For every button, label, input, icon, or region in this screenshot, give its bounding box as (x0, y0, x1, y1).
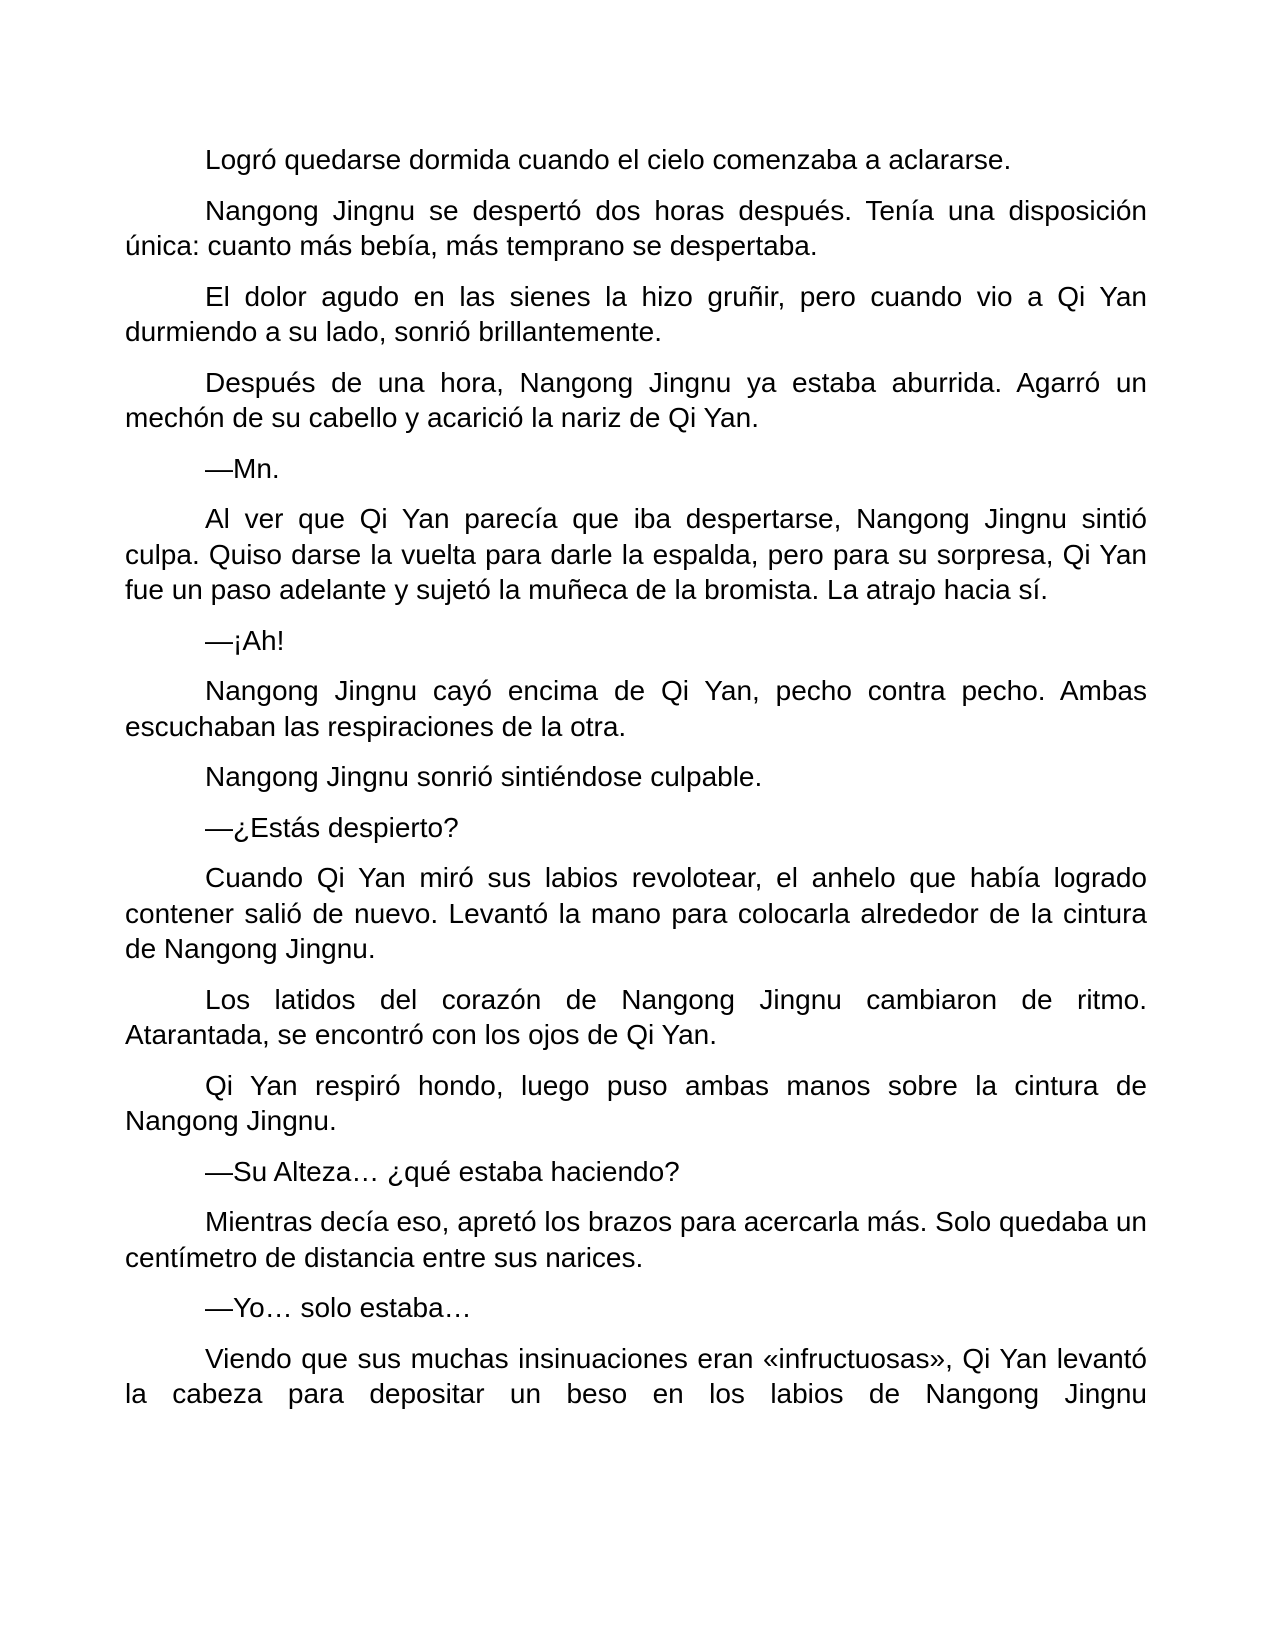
paragraph-16: —Yo… solo estaba… (205, 1292, 472, 1323)
paragraph-2: Nangong Jingnu se despertó dos horas después. Tenía una disposición única: cuanto más bebía, más temprano se despertaba. (125, 194, 1147, 261)
paragraph-17: Viendo que sus muchas insinuaciones eran «infructuosas», Qi Yan levantó la cabeza para depositar un beso en los labios de Nangong Jingnu (125, 1342, 1147, 1409)
paragraph-9: Nangong Jingnu sonrió sintiéndose culpable. (205, 761, 763, 792)
paragraph-1: Logró quedarse dormida cuando el cielo comenzaba a aclararse. (205, 144, 1012, 175)
paragraph-14: —Su Alteza… ¿qué estaba haciendo? (205, 1155, 680, 1187)
paragraph-15: Mientras decía eso, apretó los brazos para acercarla más. Solo quedaba un centímetro de distancia entre sus narices. (125, 1206, 1147, 1273)
paragraph-8: Nangong Jingnu cayó encima de Qi Yan, pecho contra pecho. Ambas escuchaban las respiraciones de la otra. (125, 675, 1147, 742)
paragraph-3: El dolor agudo en las sienes la hizo gruñir, pero cuando vio a Qi Yan durmiendo a su lado, sonrió brillantemente. (125, 280, 1147, 347)
paragraph-10: —¿Estás despierto? (205, 811, 459, 843)
paragraph-6: Al ver que Qi Yan parecía que iba despertarse, Nangong Jingnu sintió culpa. Quiso darse la vuelta para darle la espalda, pero para su sorpresa, Qi Yan fue un paso adelante y sujetó la muñeca de la bromista. La atrajo hacia sí. (125, 503, 1147, 605)
paragraph-7: —¡Ah! (205, 624, 285, 656)
paragraph-5: —Mn. (205, 452, 280, 484)
paragraph-4: Después de una hora, Nangong Jingnu ya estaba aburrida. Agarró un mechón de su cabello y acarició la nariz de Qi Yan. (125, 366, 1147, 433)
paragraph-12: Los latidos del corazón de Nangong Jingnu cambiaron de ritmo. Atarantada, se encontró con los ojos de Qi Yan. (125, 983, 1147, 1050)
paragraph-13: Qi Yan respiró hondo, luego puso ambas manos sobre la cintura de Nangong Jingnu. (125, 1069, 1147, 1136)
document-page (125, 142, 1147, 1412)
paragraph-11: Cuando Qi Yan miró sus labios revolotear, el anhelo que había logrado contener salió de nuevo. Levantó la mano para colocarla alrededor de la cintura de Nangong Jingnu. (125, 862, 1147, 964)
